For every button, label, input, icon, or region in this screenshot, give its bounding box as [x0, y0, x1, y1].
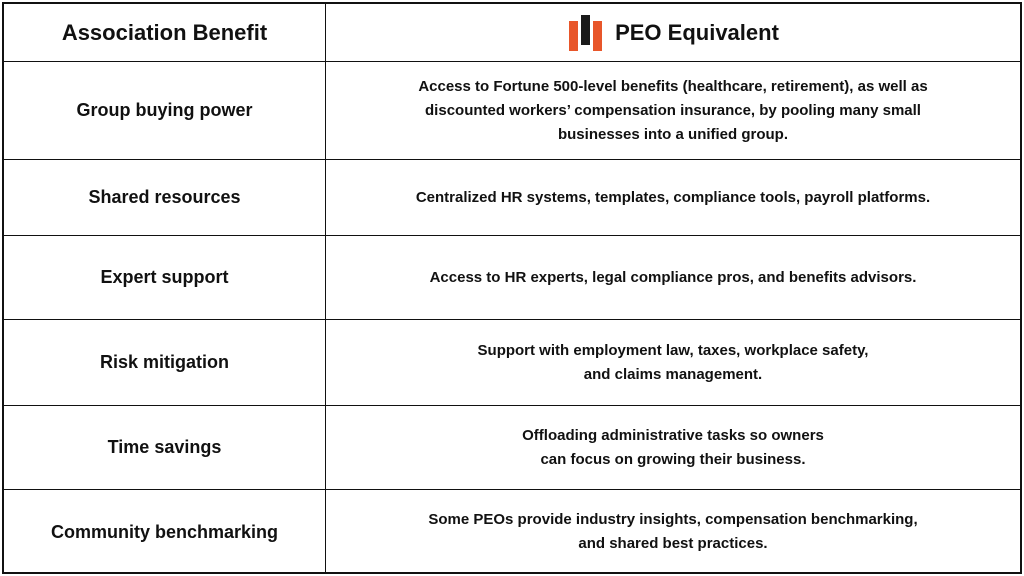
header-association-benefit: Association Benefit — [4, 4, 326, 62]
row-benefit: Group buying power — [4, 62, 326, 160]
header-peo-label: PEO Equivalent — [615, 19, 779, 45]
row-peo: Offloading administrative tasks so owners can focus on growing their business. — [326, 406, 1020, 490]
row-benefit: Risk mitigation — [4, 320, 326, 406]
row-peo: Access to HR experts, legal compliance pros, and benefits advisors. — [326, 236, 1020, 320]
row-benefit: Community benchmarking — [4, 490, 326, 574]
comparison-table — [2, 2, 1022, 574]
row-benefit: Time savings — [4, 406, 326, 490]
row-peo: Support with employment law, taxes, workplace safety, and claims management. — [326, 320, 1020, 406]
peo-logo-icon — [567, 13, 605, 53]
header-peo-equivalent — [326, 4, 1020, 62]
row-peo: Some PEOs provide industry insights, compensation benchmarking, and shared best practices. — [428, 511, 918, 552]
row-peo: Centralized HR systems, templates, compliance tools, payroll platforms. — [326, 160, 1020, 236]
row-benefit: Expert support — [4, 236, 326, 320]
row-peo: Access to Fortune 500-level benefits (healthcare, retirement), as well as discounted workers’ compensation insurance, by pooling many small businesses into a unified group. — [326, 62, 1020, 160]
row-benefit: Shared resources — [4, 160, 326, 236]
